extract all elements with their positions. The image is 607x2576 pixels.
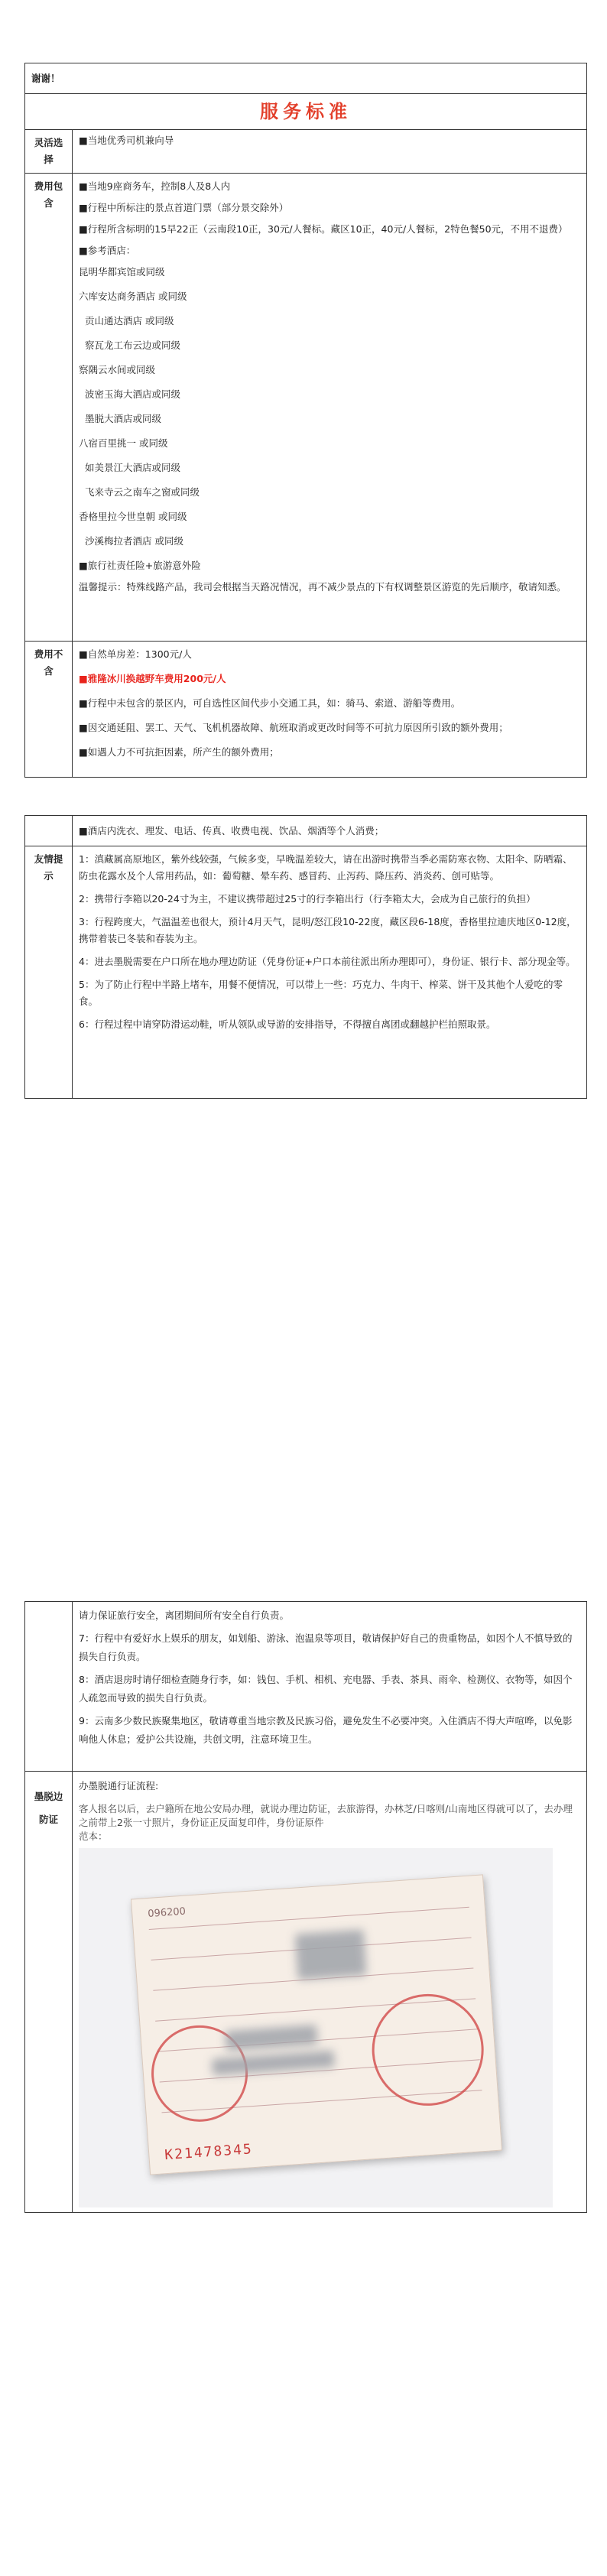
hotel-item: 察瓦龙工布云边或同级 (85, 339, 181, 351)
thanks-row (25, 63, 587, 94)
permit-body: 客人报名以后，去户籍所在地公安局办理，就说办理边防证，去旅游得，办林芝/日喀则/山南地区得就可以了，去办理之前带上2张一寸照片，身份证正反面复印件，身份证原件 (79, 1803, 573, 1828)
service-standard-section (24, 63, 587, 778)
permit-ticket-image (131, 1874, 502, 2175)
service-table (24, 63, 587, 778)
red-seal-right (368, 1990, 488, 2110)
tips-cell (73, 846, 587, 1099)
excluded-item-highlight: ■雅隆冰川换越野车费用200元/人 (79, 673, 226, 684)
excluded-item: ■因交通延阻、罢工、天气、飞机机器故障、航班取消或更改时间等不可抗力原因所引致的额外费用； (79, 722, 508, 733)
tips-section (24, 815, 587, 1099)
tip-item: 8：酒店退房时请仔细检查随身行李，如：钱包、手机、相机、充电器、手表、茶具、雨伞、检测仪、衣物等，如因个人疏忽而导致的损失自行负责。 (79, 1674, 573, 1704)
hotel-item: 飞来寺云之南车之窗或同级 (85, 486, 200, 498)
redacted-area (225, 2025, 318, 2051)
insurance-item: ■旅行社责任险+旅游意外险 (79, 560, 201, 571)
tips-top-label (25, 816, 73, 846)
tip-item: 5：为了防止行程中半路上堵车，用餐不便情况，可以带上一些：巧克力、牛肉干、榨菜、饼干及其他个人爱吃的零食。 (79, 979, 563, 1007)
tips-table (24, 815, 587, 1099)
excluded-item: ■行程中未包含的景区内，可自选性区间代步小交通工具，如：骑马、索道、游船等费用。 (79, 697, 461, 709)
hotel-item: 六库安达商务酒店 或同级 (79, 291, 187, 302)
tips-permit-table (24, 1601, 587, 2213)
included-tip: 温馨提示：特殊线路产品，我司会根据当天路况情况，再不减少景点的下有权调整景区游览的先后顺序，敬请知悉。 (79, 581, 566, 593)
tips2-cell (73, 1602, 587, 1772)
included-cell (73, 174, 587, 642)
hotel-item: 八宿百里挑一 或同级 (79, 437, 168, 449)
hotel-item: 昆明华都宾馆或同级 (79, 266, 165, 278)
permit-label: 墨脱边防证 (25, 1772, 73, 2213)
redacted-area (295, 1929, 367, 1980)
permit-sample-photo (79, 1848, 553, 2207)
tips-label: 友情提示 (25, 846, 73, 1099)
included-item: ■行程中所标注的景点首道门票（部分景交除外） (79, 202, 289, 213)
permit-intro: 办墨脱通行证流程: (79, 1780, 159, 1792)
permit-cell (73, 1772, 587, 2213)
flexible-text: ■当地优秀司机兼向导 (73, 130, 587, 174)
included-item: ■当地9座商务车，控制8人及8人内 (79, 180, 231, 192)
tips-first-item: ■酒店内洗衣、理发、电话、传真、收费电视、饮品、烟酒等个人消费； (73, 816, 587, 846)
hotel-item: 贡山通达酒店 或同级 (85, 315, 174, 326)
tip-item: 7：行程中有爱好水上娱乐的朋友，如划船、游泳、泡温泉等项目，敬请保护好自己的贵重物品，如因个人不慎导致的损失自行负责。 (79, 1632, 573, 1662)
ticket-code: 096200 (147, 1905, 187, 1921)
tip-item: 3：行程跨度大，气温温差也很大，预计4月天气，昆明/怒江段10-22度，藏区段6-18度，香格里拉迪庆地区0-12度，携带着装已冬装和春装为主。 (79, 916, 576, 944)
tips-permit-section (24, 1601, 587, 2213)
flexible-label: 灵活选择 (25, 130, 73, 174)
title-row (25, 94, 587, 130)
excluded-cell (73, 642, 587, 778)
permit-sample-label: 范本： (79, 1830, 108, 1842)
tip-item: 4：进去墨脱需要在户口所在地办理边防证（凭身份证+户口本前往派出所办理即可），身份证、银行卡、部分现金等。 (79, 956, 576, 967)
ticket-number: K21478345 (164, 2141, 254, 2164)
page-title: 服务标准 (260, 101, 352, 122)
included-label: 费用包含 (25, 174, 73, 642)
hotel-item: 波密玉海大酒店或同级 (85, 388, 181, 400)
hotel-item: 沙溪梅拉者酒店 或同级 (85, 535, 183, 547)
excluded-item: ■如遇人力不可抗拒因素，所产生的额外费用； (79, 746, 279, 758)
tip-item: 6：行程过程中请穿防滑运动鞋，听从领队或导游的安排指导，不得擅自离团或翻越护栏拍照取景。 (79, 1018, 496, 1030)
hotel-item: 如美景江大酒店或同级 (85, 462, 181, 473)
excluded-label: 费用不含 (25, 642, 73, 778)
included-item: ■参考酒店： (79, 245, 136, 256)
included-item: ■行程所含标明的15早22正（云南段10正，30元/人餐标。藏区10正，40元/人餐标，2特色餐50元，不用不退费） (79, 223, 568, 235)
hotel-item: 察隅云水间或同级 (79, 364, 156, 375)
thanks-text: 谢谢！ (31, 72, 60, 84)
tip-item: 9：云南多少数民族聚集地区，敬请尊重当地宗教及民族习俗，避免发生不必要冲突。入住酒店不得大声喧哗，以免影响他人休息；爱护公共设施，共创文明，注意环境卫生。 (79, 1715, 573, 1745)
tip-item: 2：携带行李箱以20-24寸为主，不建议携带超过25寸的行李箱出行（行李箱太大，会成为自己旅行的负担） (79, 893, 536, 905)
hotel-item: 香格里拉今世皇朝 或同级 (79, 511, 187, 522)
hotel-item: 墨脱大酒店或同级 (85, 413, 162, 424)
tip-item: 请力保证旅行安全，离团期间所有安全自行负责。 (79, 1610, 290, 1621)
excluded-item: ■自然单房差：1300元/人 (79, 648, 192, 660)
tip-item: 1：滇藏属高原地区，紫外线较强，气候多变，早晚温差较大，请在出游时携带当季必需防寒衣物、太阳伞、防晒霜、防虫花露水及个人常用药品，如：葡萄糖、晕车药、感冒药、止泻药、降压药、消炎药、创可贴等。 (79, 853, 573, 882)
tips2-label (25, 1602, 73, 1772)
